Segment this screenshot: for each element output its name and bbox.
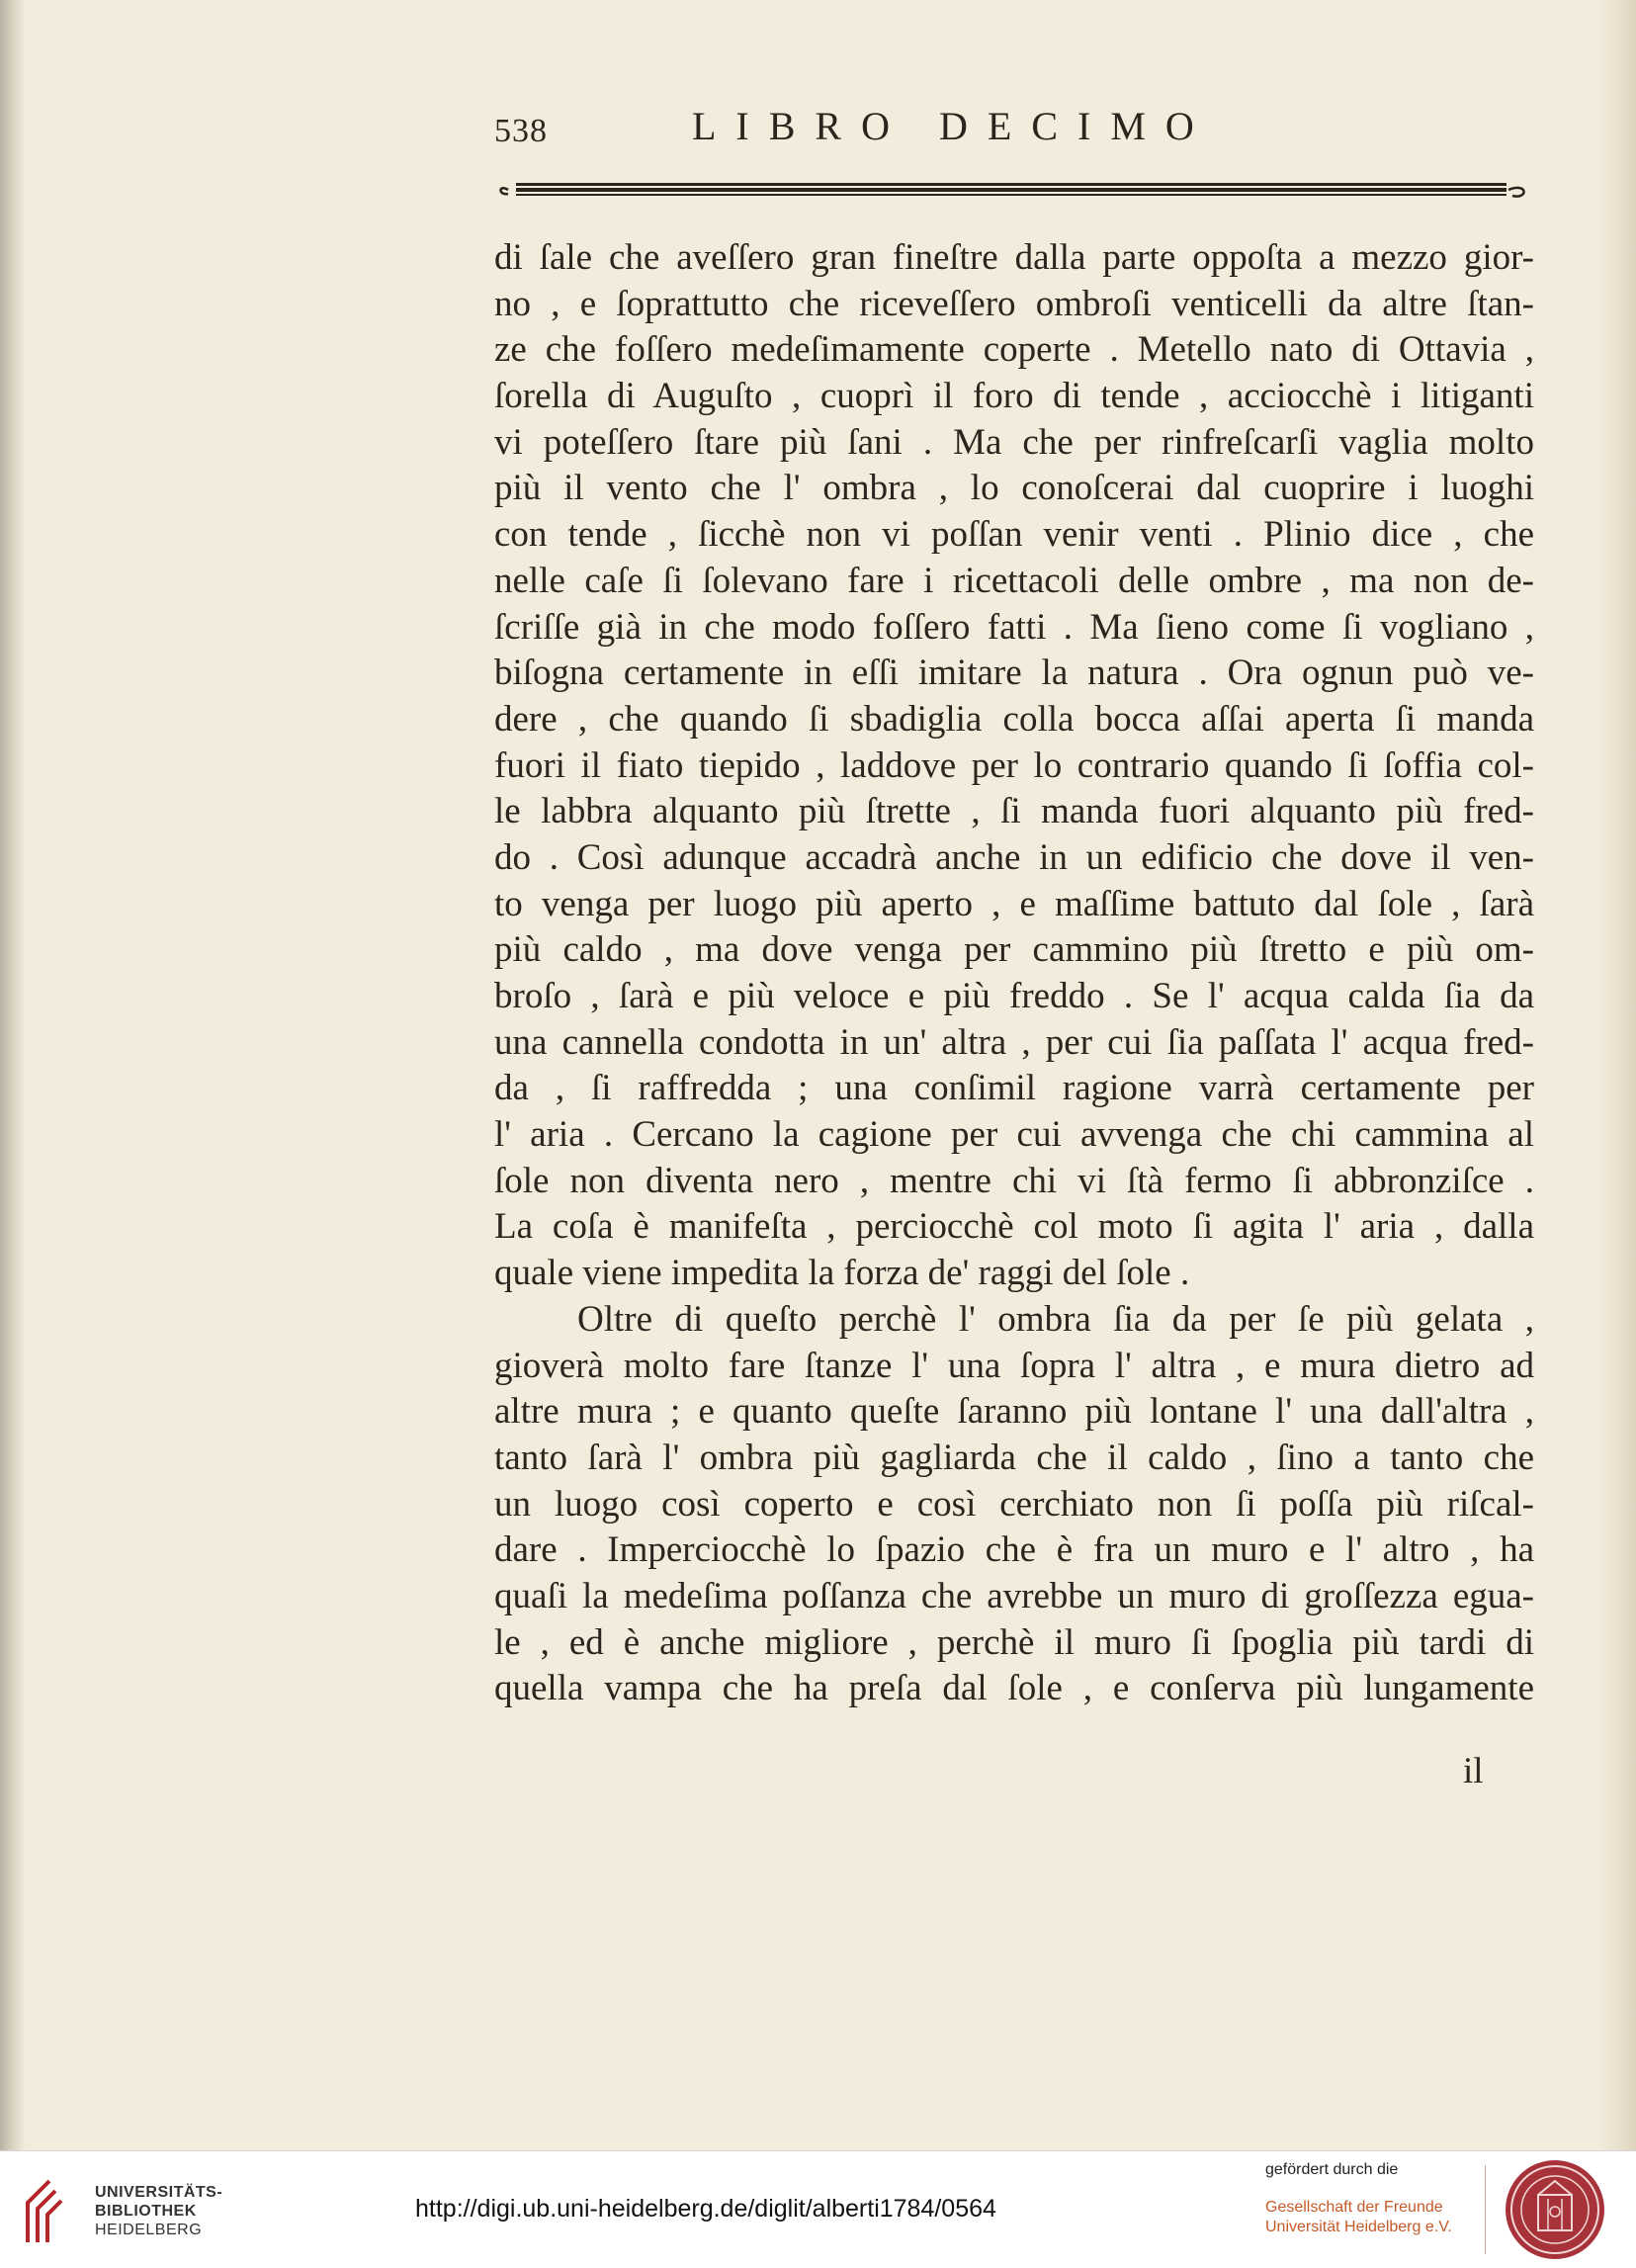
university-seal-icon <box>1503 2157 1607 2262</box>
text-line: vi poteſſero ſtare più ſani . Ma che per rinfreſcarſi vaglia molto <box>494 421 1534 463</box>
text-line: più caldo , ma dove venga per cammino più ſtretto e più om- <box>494 929 1534 971</box>
text-line: le labbra alquanto più ſtrette , ſi manda fuori alquanto più fred- <box>494 791 1534 832</box>
text-line: quaſi la medeſima poſſanza che avrebbe un muro di groſſezza egua- <box>494 1575 1534 1616</box>
text-line: quale viene impedita la forza de' raggi del ſole . <box>494 1253 1190 1294</box>
library-logo-icon <box>20 2173 79 2246</box>
text-line: dare . Imperciocchè lo ſpazio che è fra un muro e l' altro , ha <box>494 1529 1534 1571</box>
society-name: Universität Heidelberg e.V. <box>1265 2219 1452 2235</box>
text-line: altre mura ; e quanto queſte ſaranno più lontane l' una dall'altra , <box>494 1391 1534 1433</box>
text-line: do . Così adunque accadrà anche in un edificio che dove il ven- <box>494 836 1534 878</box>
text-line: l' aria . Cercano la cagione per cui avvenga che chi cammina al <box>494 1114 1534 1156</box>
text-line: La coſa è manifeſta , perciocchè col moto ſi agita l' aria , dalla <box>494 1206 1534 1248</box>
text-line: ſorella di Auguſto , cuoprì il foro di tende , acciocchè i litiganti <box>494 376 1534 417</box>
catchword: il <box>1463 1751 1484 1791</box>
text-line: dere , che quando ſi sbadiglia colla bocca aſſai aperta ſi manda <box>494 698 1534 740</box>
text-line: ſcriſſe già in che modo foſſero fatti . Ma ſieno come ſi vogliano , <box>494 606 1534 648</box>
page-number: 538 <box>494 113 548 149</box>
text-line: to venga per luogo più aperto , e maſſime battuto dal ſole , ſarà <box>494 883 1534 924</box>
library-name-line: BIBLIOTHEK <box>95 2203 197 2220</box>
text-line: ze che foſſero medeſimamente coperte . Metello nato di Ottavia , <box>494 329 1534 371</box>
permalink-url[interactable]: http://digi.ub.uni-heidelberg.de/diglit/alberti1784/0564 <box>415 2195 996 2223</box>
funded-by-label: gefördert durch die <box>1265 2161 1399 2178</box>
text-line: da , ſi raffredda ; una conſimil ragione varrà certamente per <box>494 1068 1534 1109</box>
text-line: quella vampa che ha preſa dal ſole , e conſerva più lungamente <box>494 1668 1534 1709</box>
text-line: no , e ſoprattutto che riceveſſero ombroſi venticelli da altre ſtan- <box>494 283 1534 324</box>
text-line: le , ed è anche migliore , perchè il muro ſi ſpoglia più tardi di <box>494 1621 1534 1663</box>
page-edge-shadow <box>1596 0 1636 2150</box>
library-name-line: UNIVERSITÄTS- <box>95 2184 223 2201</box>
footer-divider <box>1485 2165 1486 2254</box>
text-line: broſo , ſarà e più veloce e più freddo . Se l' acqua calda ſia da <box>494 976 1534 1016</box>
text-line: ſole non diventa nero , mentre chi vi ſtà fermo ſi abbronziſce . <box>494 1160 1534 1201</box>
text-line: un luogo così coperto e così cerchiato non ſi poſſa più riſcal- <box>494 1483 1534 1525</box>
text-line: Oltre di queſto perchè l' ombra ſia da per ſe più gelata , <box>577 1298 1534 1340</box>
text-line: gioverà molto fare ſtanze l' una ſopra l' altra , e mura dietro ad <box>494 1345 1534 1386</box>
text-line: nelle caſe ſi ſolevano fare i ricettacoli delle ombre , ma non de- <box>494 560 1534 601</box>
running-title: LIBRO DECIMO <box>692 104 1214 148</box>
running-head <box>490 103 1321 162</box>
society-name: Gesellschaft der Freunde <box>1265 2199 1443 2216</box>
footer-bar <box>0 2150 1636 2268</box>
ornament-rule <box>494 176 1532 204</box>
page-gutter-shadow <box>0 0 26 2150</box>
text-line: di ſale che aveſſero gran fineſtre dalla parte oppoſta a mezzo gior- <box>494 237 1534 278</box>
text-line: biſogna certamente in eſſi imitare la natura . Ora ognun può ve- <box>494 653 1534 694</box>
text-line: più il vento che l' ombra , lo conoſcerai dal cuoprire i luoghi <box>494 468 1534 509</box>
body-text <box>494 235 1534 1712</box>
text-line: tanto ſarà l' ombra più gagliarda che il caldo , ſino a tanto che <box>494 1437 1534 1478</box>
library-name-line: HEIDELBERG <box>95 2222 203 2238</box>
text-line: fuori il fiato tiepido , laddove per lo contrario quando ſi ſoffia col- <box>494 744 1534 786</box>
text-line: una cannella condotta in un' altra , per cui ſia paſſata l' acqua fred- <box>494 1021 1534 1063</box>
text-line: con tende , ſicchè non vi poſſan venir venti . Plinio dice , che <box>494 514 1534 556</box>
